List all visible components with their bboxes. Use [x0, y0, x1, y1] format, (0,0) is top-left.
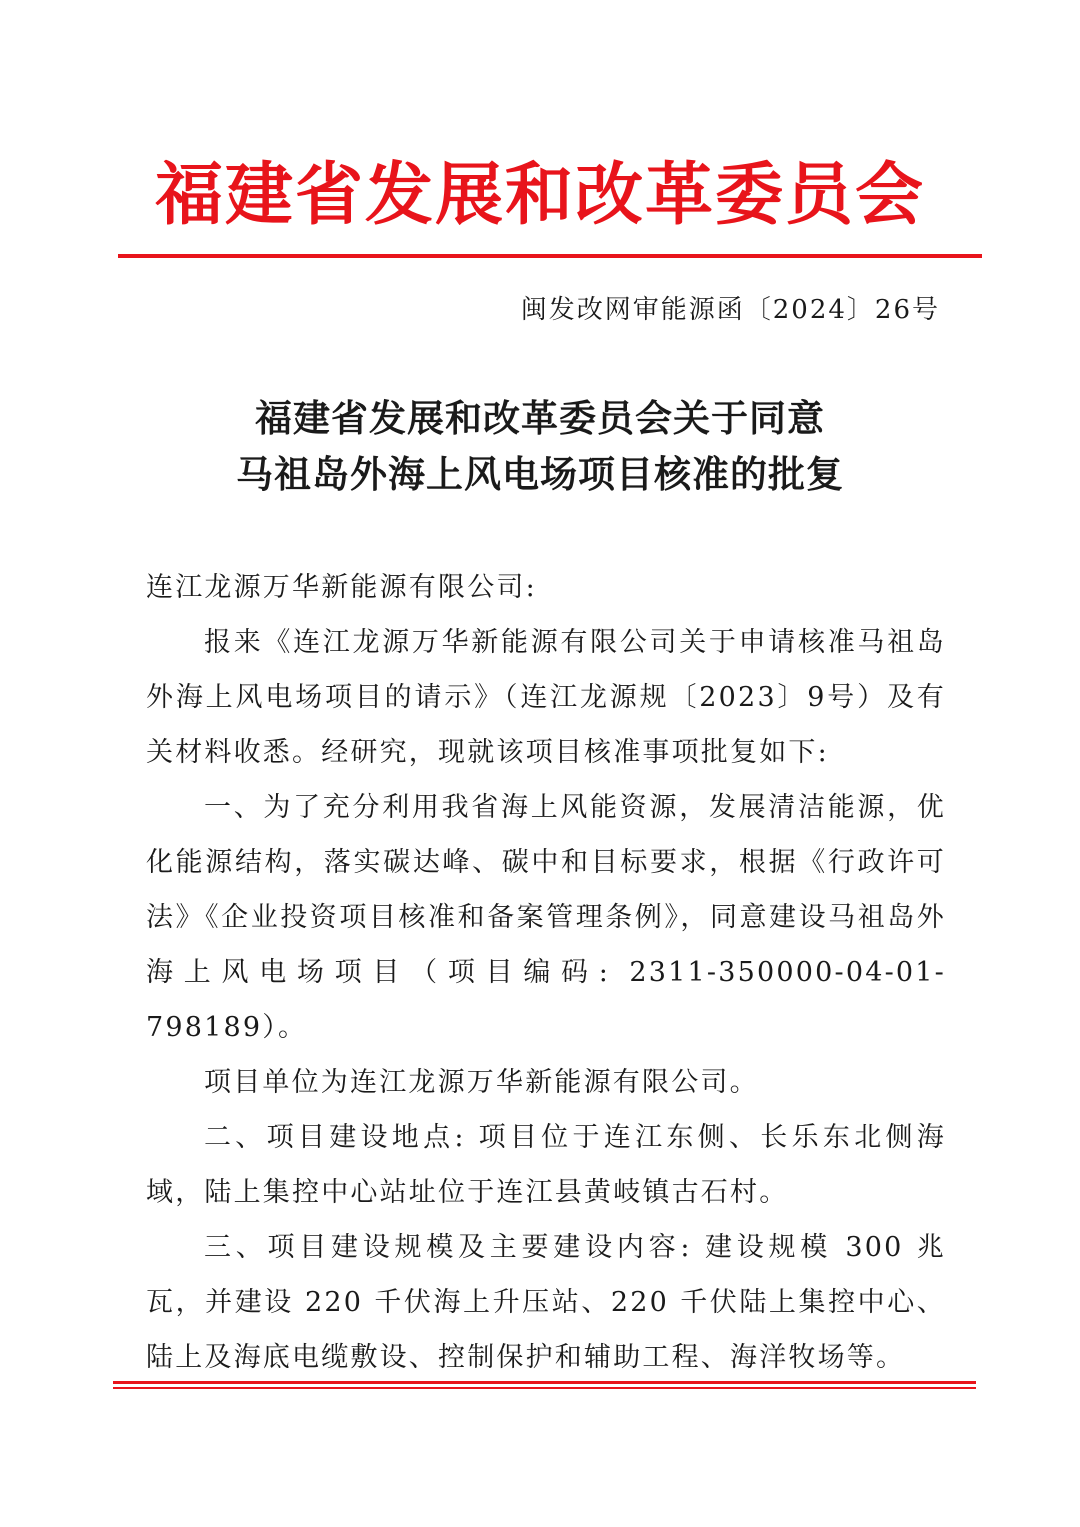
letterhead-divider	[118, 254, 982, 258]
letterhead-title: 福建省发展和改革委员会	[154, 155, 925, 235]
document-title	[0, 390, 1080, 502]
document-number: 闽发改网审能源函〔2024〕26号	[520, 295, 940, 325]
document-title-line-2: 马祖岛外海上风电场项目核准的批复	[236, 452, 844, 496]
paragraph-project-unit: 项目单位为连江龙源万华新能源有限公司。	[204, 1067, 759, 1098]
document-body	[146, 560, 946, 1385]
paragraph-item-1: 一、为了充分利用我省海上风能资源，发展清洁能源，优化能源结构，落实碳达峰、碳中和目标要求，根据《行政许可法》《企业投资项目核准和备案管理条例》，同意建设马祖岛外海上风电场项目（项目编码: 2311-350000-04-01-798189）。	[146, 792, 946, 1043]
paragraph-item-2: 二、项目建设地点: 项目位于连江东侧、长乐东北侧海域，陆上集控中心站址位于连江县黄岐镇古石村。	[146, 1122, 946, 1208]
footer-divider-thick	[113, 1381, 976, 1384]
paragraph-intro: 报来《连江龙源万华新能源有限公司关于申请核准马祖岛外海上风电场项目的请示》（连江龙源规〔2023〕9号）及有关材料收悉。经研究，现就该项目核准事项批复如下:	[146, 627, 946, 768]
footer-divider-thin	[113, 1387, 976, 1389]
paragraph-item-3: 三、项目建设规模及主要建设内容: 建设规模 300 兆瓦，并建设 220 千伏海上升压站、220 千伏陆上集控中心、陆上及海底电缆敷设、控制保护和辅助工程、海洋牧场等。	[146, 1232, 946, 1373]
document-title-line-1: 福建省发展和改革委员会关于同意	[255, 396, 825, 440]
addressee: 连江龙源万华新能源有限公司:	[146, 572, 537, 603]
